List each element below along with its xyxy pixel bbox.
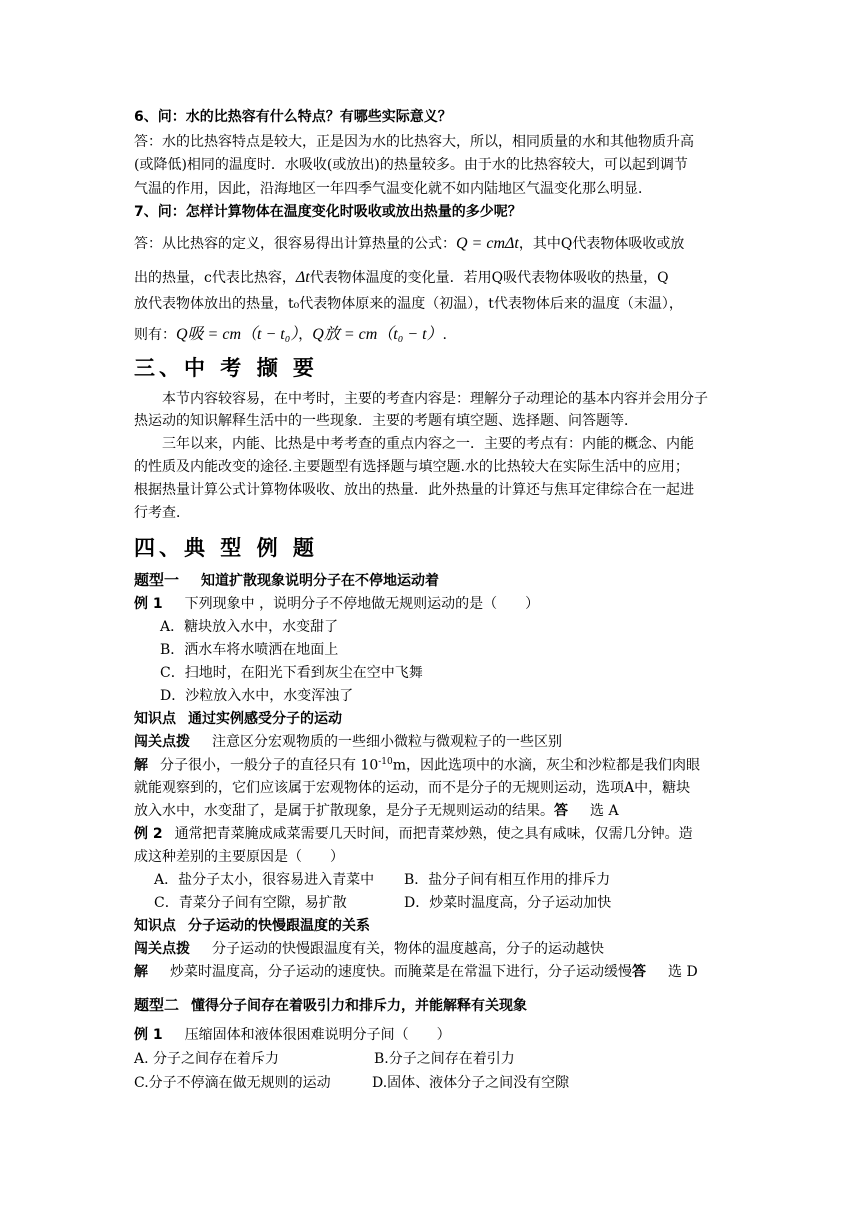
example-text: 压缩固体和液体很困难说明分子间（ ） [184, 1027, 451, 1043]
option-b: B．盐分子间有相互作用的排斥力 [404, 872, 611, 888]
answer-label: 答 [554, 803, 568, 819]
example-label: 例 1 [134, 1027, 163, 1043]
tip-text: 注意区分宏观物质的一些细小微粒与微观粒子的一些区别 [212, 734, 562, 750]
option-a: A．盐分子太小，很容易进入青菜中 [154, 872, 375, 888]
paragraph-line: 三年以来，内能、比热是中考考查的重点内容之一．主要的考点有：内能的概念、内能 [162, 436, 694, 452]
q7-answer-intro: 答：从比热容的定义，很容易得出计算热量的公式： [134, 236, 456, 252]
answer-text: 选 A [590, 803, 619, 819]
option-a: A. 分子之间存在着斥力 [134, 1051, 280, 1067]
question-type-label: 题型二 [134, 996, 180, 1014]
option-a: A．糖块放入水中，水变甜了 [160, 619, 339, 635]
q7-question: 7、问：怎样计算物体在温度变化时吸收或放出热量的多少呢？ [134, 204, 522, 220]
option-b: B．洒水车将水喷洒在地面上 [160, 642, 339, 658]
paragraph-line: 本节内容较容易，在中考时，主要的考查内容是：理解分子动理论的基本内容并会用分子 [162, 391, 708, 407]
option-d: D．沙粒放入水中，水变浑浊了 [160, 688, 354, 704]
section-title: 三、中 考 撷 要 [134, 356, 318, 380]
option-c: C.分子不停滴在做无规则的运动 [134, 1075, 331, 1091]
question-type-title: 懂得分子间存在着吸引力和排斥力，并能解释有关现象 [191, 998, 528, 1014]
example-stem [134, 597, 539, 611]
option-d: D.固体、液体分子之间没有空隙 [372, 1075, 570, 1091]
q6-answer-line: 答：水的比热容特点是较大，正是因为水的比热容大，所以，相同质量的水和其他物质升高 [134, 134, 694, 150]
solution-text: 炒菜时温度高，分子运动的速度快。而腌菜是在常温下进行，分子运动缓慢 [170, 964, 632, 980]
q6-answer-line: (或降低)相同的温度时．水吸收(或放出)的热量较多。由于水的比热容较大，可以起到调节 [134, 157, 688, 173]
solution-line [134, 965, 698, 979]
knowledge-point-text: 分子运动的快慢跟温度的关系 [188, 918, 370, 934]
answer-text: 选 D [668, 964, 698, 980]
q7-answer-line: 放代表物体放出的热量，t₀代表物体原来的温度（初温），t代表物体后来的温度（末温）， [134, 296, 683, 312]
example-label: 例 1 [134, 596, 163, 612]
delta-t-symbol: Δt [295, 269, 310, 286]
solution-text: m，因此选项中的水滴，灰尘和沙粒都是我们肉眼 [392, 757, 701, 774]
example-stem [134, 827, 693, 841]
solution-line [134, 804, 619, 818]
q7-answer-line [134, 270, 669, 286]
knowledge-point-label: 知识点 [134, 918, 176, 934]
q7-text: 出的热量，c代表比热容， [134, 270, 296, 286]
paragraph-line: 热运动的知识解释生活中的一些现象．主要的考题有填空题、选择题、问答题等． [134, 413, 638, 429]
solution-label: 解 [134, 964, 148, 980]
q6-question: 6、问：水的比热容有什么特点？有哪些实际意义？ [134, 109, 452, 125]
q7-answer-line [134, 236, 684, 252]
paragraph-line: 的性质及内能改变的途径.主要题型有选择题与填空题.水的比热较大在实际生活中的应用； [134, 459, 689, 475]
solution-line: 就能观察到的，它们应该属于宏观物体的运动，而不是分子的无规则运动，选项A中，糖块 [134, 780, 691, 796]
tip [134, 942, 604, 956]
q7-text: ， [298, 327, 313, 343]
option-d: D．炒菜时温度高，分子运动加快 [404, 895, 612, 911]
knowledge-point-text: 通过实例感受分子的运动 [188, 711, 342, 727]
solution-label: 解 [134, 757, 148, 774]
q6-answer-line: 气温的作用，因此，沿海地区一年四季气温变化就不如内陆地区气温变化那么明显． [134, 181, 652, 197]
example-text: 下列现象中 ，说明分子不停地做无规则运动的是（ ） [184, 596, 540, 612]
q7-text: 则有： [134, 327, 176, 343]
example-stem: 成这种差别的主要原因是（ ） [134, 849, 344, 865]
section-title: 四、典 型 例 题 [134, 536, 318, 560]
q7-text: . [442, 327, 447, 343]
tip-label: 闯关点拨 [134, 734, 190, 750]
q7-text: 代表物体温度的变化量．若用Q吸代表物体吸收的热量，Q [309, 270, 669, 286]
solution-line [134, 758, 700, 773]
paragraph-line: 根据热量计算公式计算物体吸收、放出的热量．此外热量的计算还与焦耳定律综合在一起进 [134, 482, 694, 498]
formula-release: Q放 = cm（t₀ − t） [312, 326, 443, 343]
tip-label: 闯关点拨 [134, 941, 190, 957]
q7-answer-line [134, 327, 447, 343]
knowledge-point-label: 知识点 [134, 711, 176, 727]
heat-formula: Q = cmΔt [456, 235, 519, 252]
q7-answer-intro-tail: ，其中Q代表物体吸收或放 [518, 236, 685, 252]
option-c: C．青菜分子间有空隙，易扩散 [154, 895, 347, 911]
knowledge-point [134, 712, 342, 726]
example-label: 例 2 [134, 826, 163, 842]
example-stem [134, 1028, 451, 1042]
solution-text: 分子很小，一般分子的直径只有 10 [160, 757, 379, 774]
knowledge-point [134, 919, 370, 933]
example-text: 通常把青菜腌成咸菜需要几天时间，而把青菜炒熟，使之具有咸味，仅需几分钟。造 [174, 826, 693, 842]
question-type-heading [134, 573, 439, 588]
question-type-title: 知道扩散现象说明分子在不停地运动着 [201, 573, 440, 589]
tip [134, 735, 562, 749]
tip-text: 分子运动的快慢跟温度有关，物体的温度越高，分子的运动越快 [212, 941, 604, 957]
exponent: -10 [378, 757, 393, 767]
formula-absorb: Q吸 = cm（t − t₀） [176, 326, 299, 343]
answer-label: 答 [632, 964, 646, 980]
question-type-heading [134, 998, 527, 1013]
solution-text: 放入水中，水变甜了，是属于扩散现象，是分子无规则运动的结果。 [134, 803, 554, 819]
question-type-label: 题型一 [134, 571, 180, 589]
option-c: C．扫地时，在阳光下看到灰尘在空中飞舞 [160, 665, 423, 681]
paragraph-line: 行考查． [134, 505, 190, 521]
option-b: B.分子之间存在着引力 [374, 1051, 515, 1067]
